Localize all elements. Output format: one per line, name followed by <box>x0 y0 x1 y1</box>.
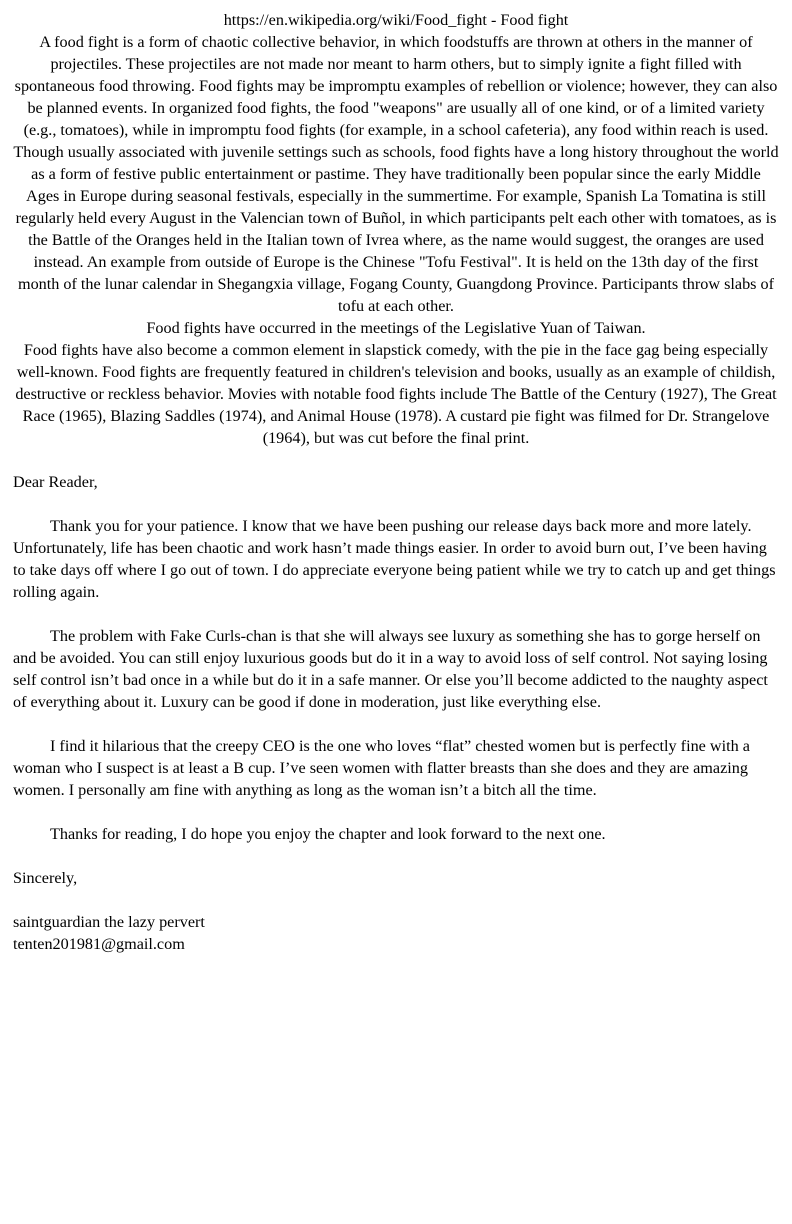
wiki-paragraph-comedy: Food fights have also become a common element in slapstick comedy, with the pie in the face gag being especially well-known. Food fights are frequently featured in children's television and books, usually as an example of childish, destructive or reckless behavior. Movies with notable food fights include The Battle of the Century (1927), The Great Race (1965), Blazing Saddles (1974), and Animal House (1978). A custard pie fight was filmed for Dr. Strangelove (1964), but was cut before the final print. <box>15 341 777 447</box>
wiki-paragraph-history: Though usually associated with juvenile settings such as schools, food fights have a long history throughout the world as a form of festive public entertainment or pastime. They have traditionally been popular since the early Middle Ages in Europe during seasonal festivals, especially in the summertime. For example, Spanish La Tomatina is still regularly held every August in the Valencian town of Buñol, in which participants pelt each other with tomatoes, as is the Battle of the Oranges held in the Italian town of Ivrea where, as the name would suggest, the oranges are used instead. An example from outside of Europe is the Chinese "Tofu Festival". It is held on the 13th day of the first month of the lunar calendar in Shegangxia village, Fogang County, Guangdong Province. Participants throw slabs of tofu at each other. <box>13 143 779 315</box>
letter-paragraph-patience: Thank you for your patience. I know that we have been pushing our release days back more and more lately. Unfortunately, life has been chaotic and work hasn’t made things easier. In order to avoid burn out, I’ve been having to take days off where I go out of town. I do appreciate everyone being patient while we try to catch up and get things rolling again. <box>13 517 776 601</box>
signature-email: tenten201981@gmail.com <box>13 935 185 953</box>
letter-paragraph-luxury: The problem with Fake Curls-chan is that she will always see luxury as something she has to gorge herself on and be avoided. You can still enjoy luxurious goods but do it in a way to avoid loss of self control. Not saying losing self control isn’t bad once in a while but do it in a safe manner. Or else you’ll become addicted to the naughty aspect of everything about it. Luxury can be good if done in moderation, just like everything else. <box>13 627 768 711</box>
letter-paragraph-thanks: Thanks for reading, I do hope you enjoy the chapter and look forward to the next one. <box>50 825 606 843</box>
letter-closing: Sincerely, <box>13 869 78 887</box>
wiki-paragraph-taiwan: Food fights have occurred in the meetings of the Legislative Yuan of Taiwan. <box>146 319 646 337</box>
author-letter <box>13 471 779 955</box>
letter-paragraph-ceo: I find it hilarious that the creepy CEO is the one who loves “flat” chested women but is perfectly fine with a woman who I suspect is at least a B cup. I’ve seen women with flatter breasts than she does and they are amazing women. I personally am fine with anything as long as the woman isn’t a bitch all the time. <box>13 737 750 799</box>
letter-salutation: Dear Reader, <box>13 473 98 491</box>
wiki-source-line: https://en.wikipedia.org/wiki/Food_fight - Food fight <box>223 11 569 29</box>
wiki-paragraph-intro: A food fight is a form of chaotic collective behavior, in which foodstuffs are thrown at others in the manner of projectiles. These projectiles are not made nor meant to harm others, but to simply ignite a fight filled with spontaneous food throwing. Food fights may be impromptu examples of rebellion or violence; however, they can also be planned events. In organized food fights, the food "weapons" are usually all of one kind, or of a limited variety (e.g., tomatoes), while in impromptu food fights (for example, in a school cafeteria), any food within reach is used. <box>14 33 778 139</box>
signature-name: saintguardian the lazy pervert <box>13 913 205 931</box>
wiki-excerpt <box>13 9 779 449</box>
